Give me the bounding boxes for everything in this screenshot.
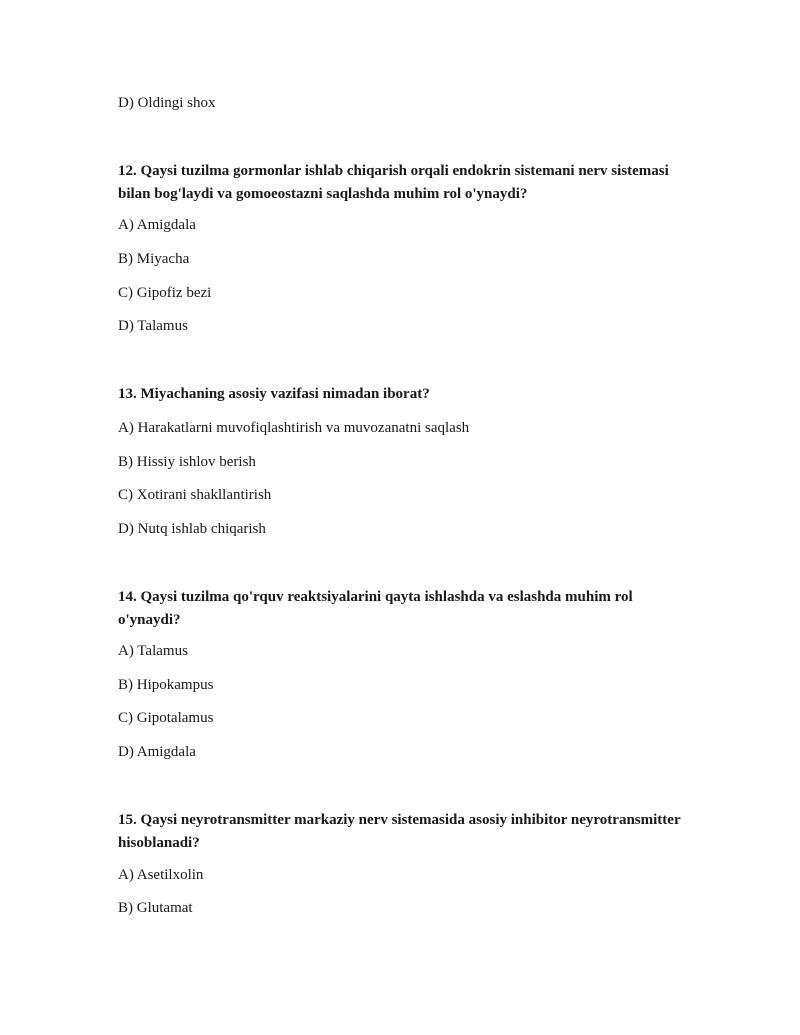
q15-option-a: A) Asetilxolin (118, 867, 204, 883)
q13-option-c: C) Xotirani shakllantirish (118, 487, 272, 503)
q14-option-c: C) Gipotalamus (118, 710, 214, 726)
q13-option-d: D) Nutq ishlab chiqarish (118, 521, 266, 537)
q12-option-d: D) Talamus (118, 318, 188, 334)
question-12: 12. Qaysi tuzilma gormonlar ishlab chiqarish orqali endokrin sistemani nerv sistemasi bilan bog'laydi va gomoeostazni saqlashda muhim rol o'ynaydi? (118, 163, 669, 202)
q14-option-a: A) Talamus (118, 643, 188, 659)
q13-option-b: B) Hissiy ishlov berish (118, 454, 256, 470)
question-13: 13. Miyachaning asosiy vazifasi nimadan iborat? (118, 386, 430, 402)
q12-option-a: A) Amigdala (118, 217, 196, 233)
q13-option-a: A) Harakatlarni muvofiqlashtirish va muvozanatni saqlash (118, 420, 470, 436)
q14-option-d: D) Amigdala (118, 744, 196, 760)
q14-option-b: B) Hipokampus (118, 677, 214, 693)
q12-option-c: C) Gipofiz bezi (118, 285, 212, 301)
question-15: 15. Qaysi neyrotransmitter markaziy nerv sistemasida asosiy inhibitor neyrotransmitter hisoblanadi? (118, 812, 681, 851)
option-prev-d: D) Oldingi shox (118, 95, 216, 111)
question-14: 14. Qaysi tuzilma qo'rquv reaktsiyalarini qayta ishlashda va eslashda muhim rol o'ynaydi? (118, 589, 633, 628)
q12-option-b: B) Miyacha (118, 251, 190, 267)
q15-option-b: B) Glutamat (118, 900, 193, 916)
